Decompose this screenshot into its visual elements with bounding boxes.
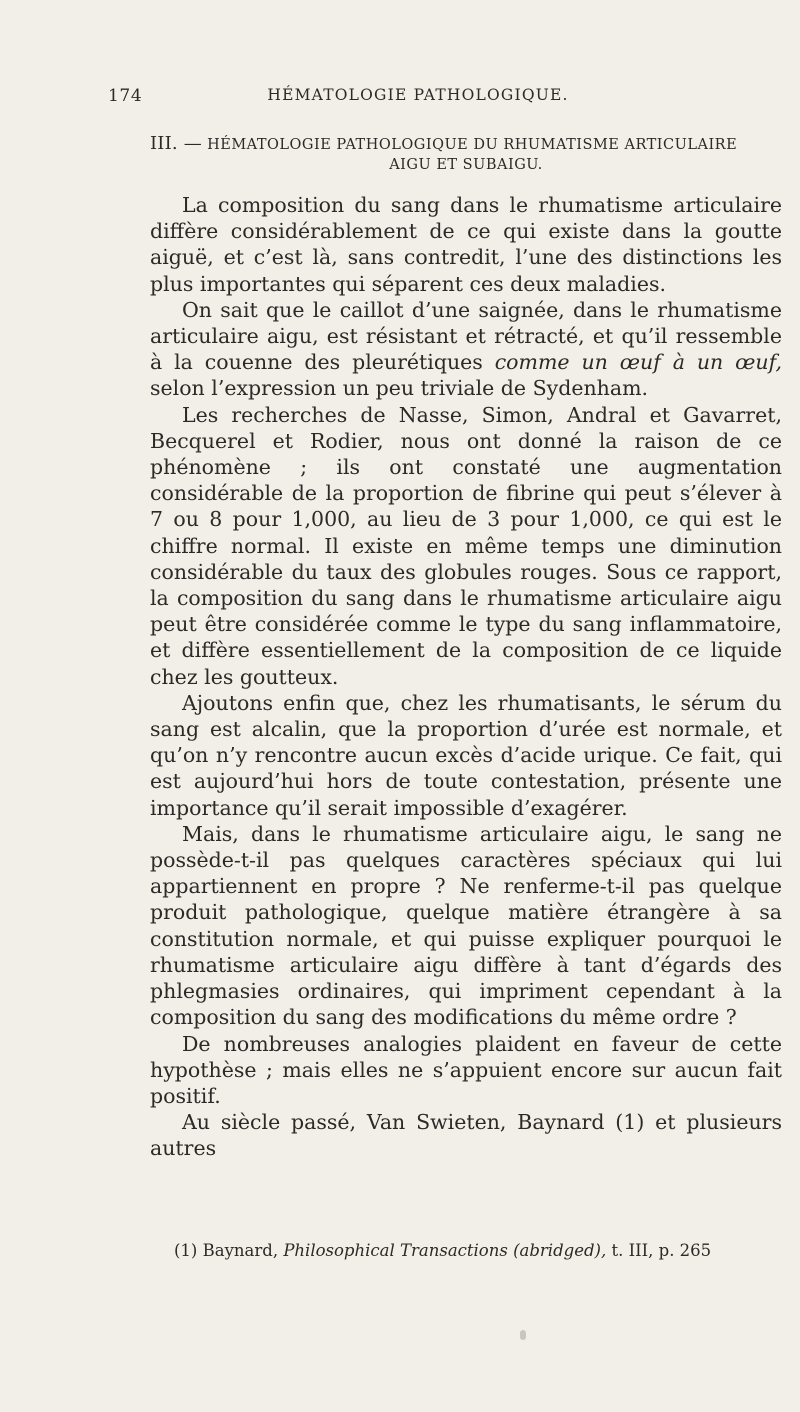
- italic-quotation: comme un œuf à un œuf,: [494, 350, 782, 375]
- paragraph-text: selon l’expression un peu triviale de Sydenham.: [150, 376, 649, 401]
- footnote-reference: t. III, p. 265: [611, 1241, 712, 1260]
- section-number: III. —: [150, 133, 202, 154]
- footnote-source: Philosophical Transactions (abridged),: [283, 1241, 607, 1260]
- page-number: 174: [108, 86, 143, 106]
- paragraph: Mais, dans le rhumatisme articulaire aigu, le sang ne possède-t-il pas quelques caractères spéciaux qui lui appartiennent en propre ? Ne renferme-t-il pas quelque produit pathologique, quelque matière étrangère à sa constitution normale, et qui puisse expliquer pourquoi le rhumatisme articulaire aigu diffère à tant d’égards des phlegmasies ordinaires, qui impriment cependant à la composition du sang des modifications du même ordre ?: [150, 821, 782, 1030]
- paragraph: Ajoutons enfin que, chez les rhumatisants, le sérum du sang est alcalin, que la proportion d’urée est normale, et qu’on n’y rencontre aucun excès d’acide urique. Ce fait, qui est aujourd’hui hors de toute contestation, présente une importance qu’il serait impossible d’exagérer.: [150, 690, 782, 820]
- section-title-part-2: AIGU ET SUBAIGU.: [389, 157, 543, 173]
- paragraph: Au siècle passé, Van Swieten, Baynard (1) et plusieurs autres: [150, 1110, 782, 1161]
- paragraph: La composition du sang dans le rhumatisme articulaire diffère considérablement de ce qui existe dans la goutte aiguë, et c’est là, sans contredit, l’une des distinctions les plus importantes qui séparent ces deux maladies.: [150, 193, 782, 296]
- paragraph: [150, 297, 782, 402]
- paragraph: De nombreuses analogies plaident en faveur de cette hypothèse ; mais elles ne s’appuient encore sur aucun fait positif.: [150, 1031, 782, 1108]
- paragraph: Les recherches de Nasse, Simon, Andral et Gavarret, Becquerel et Rodier, nous ont donné la raison de ce phénomène ; ils ont constaté une augmentation considérable de la proportion de fibrine qui peut s’élever à 7 ou 8 pour 1,000, au lieu de 3 pour 1,000, ce qui est le chiffre normal. Il existe en même temps une diminution considérable du taux des globules rouges. Sous ce rapport, la composition du sang dans le rhumatisme articulaire aigu peut être considérée comme le type du sang inflammatoire, et diffère essentiellement de la composition de ce liquide chez les goutteux.: [150, 402, 782, 689]
- section-title-part-1: HÉMATOLOGIE PATHOLOGIQUE DU RHUMATISME ARTICULAIRE: [207, 137, 738, 153]
- paragraph-text: On sait que le caillot d’une saignée, dans le rhumatisme articulaire aigu, est résistant et rétracté, et qu’il ressemble à la couenne des pleurétiques: [150, 297, 782, 375]
- footnote: [174, 1240, 782, 1262]
- section-heading-line-1: [150, 133, 737, 154]
- running-title: HÉMATOLOGIE PATHOLOGIQUE.: [267, 86, 569, 104]
- footnote-marker: (1) Baynard,: [174, 1241, 279, 1260]
- running-head: [108, 86, 728, 112]
- body-text: [150, 192, 782, 1162]
- ink-speck: [520, 1330, 526, 1340]
